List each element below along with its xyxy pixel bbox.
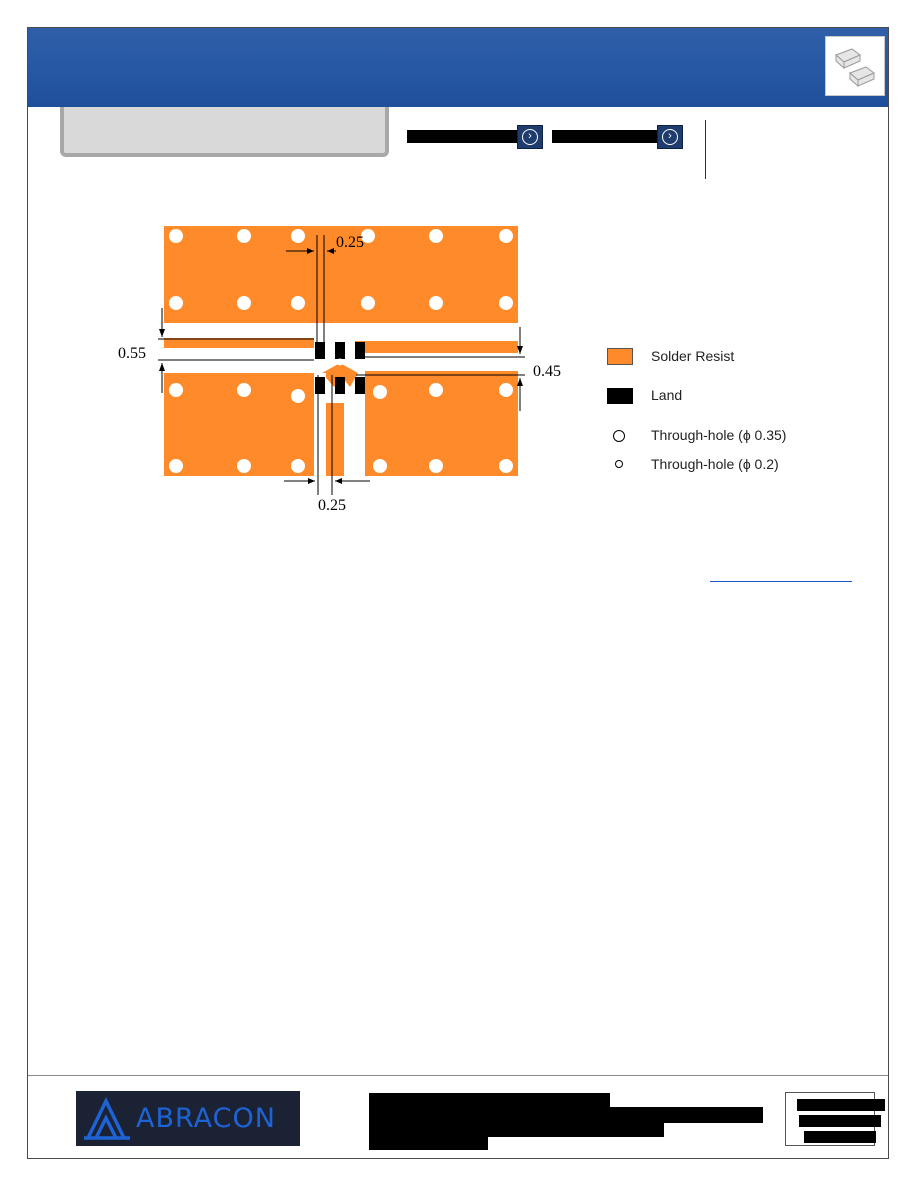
header-banner [28,28,888,107]
legend-through-hole-small: Through-hole (ϕ 0.2) [651,456,779,472]
solder-resist-swatch [607,348,633,365]
dim-left-height: 0.55 [118,345,146,362]
dim-bottom-pitch: 0.25 [318,497,346,514]
footer-info-line [799,1115,881,1127]
legend-land: Land [651,387,683,403]
footer-divider [28,1075,888,1076]
legend-through-hole-large: Through-hole (ϕ 0.35) [651,427,787,443]
page-frame [27,27,889,1159]
nav-button-1[interactable] [517,125,543,149]
footer-text-block [369,1093,610,1107]
footer-text-block [369,1107,763,1123]
nav-bar-2 [552,130,657,143]
large-hole-icon [613,430,625,442]
product-thumbnail [825,36,885,96]
land-swatch [607,388,633,404]
chevron-right-icon: › [662,129,678,145]
divider [705,120,706,179]
dim-top-pitch: 0.25 [336,234,364,251]
footer-info-line [797,1099,885,1111]
logo-text: ABRACON [136,1103,276,1134]
hyperlink[interactable] [710,581,852,582]
nav-bar-1 [407,130,517,143]
footer-text-block [369,1123,664,1137]
footer-text-block [369,1137,488,1150]
dim-right-height: 0.45 [533,363,561,380]
footer-info-line [804,1131,876,1143]
title-box [60,107,389,157]
legend-solder-resist: Solder Resist [651,348,735,364]
chevron-right-icon: › [522,129,538,145]
small-hole-icon [615,460,623,468]
land-pattern-diagram [100,215,580,515]
nav-button-2[interactable] [657,125,683,149]
